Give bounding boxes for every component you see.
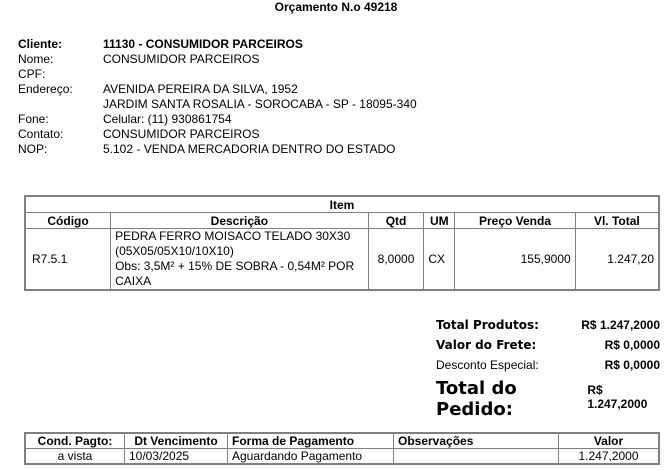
nop-label: NOP: — [18, 142, 48, 156]
total-pedido-label: Total do Pedido: — [436, 378, 517, 420]
table-row — [25, 449, 659, 465]
address-line1: AVENIDA PEREIRA DA SILVA, 1952 — [103, 82, 298, 96]
cell-dt-vencimento: 10/03/2025 — [125, 449, 228, 465]
totals-block — [436, 318, 660, 420]
cell-forma-pagamento: Aguardando Pagamento — [228, 449, 394, 465]
items-table — [24, 195, 660, 291]
total-produtos-row — [436, 318, 660, 338]
desconto-value: R$ 0,0000 — [604, 358, 660, 372]
header-total: Vl. Total — [575, 213, 659, 229]
cell-cond-pagto: a vista — [25, 449, 125, 465]
cell-qtd: 8,0000 — [368, 229, 424, 291]
frete-value: R$ 0,0000 — [604, 338, 660, 352]
description-text: PEDRA FERRO MOISACO TELADO 30X30 (05X05/05X10/10X10) — [115, 229, 351, 258]
address-line2: JARDIM SANTA ROSALIA - SOROCABA - SP - 18095-340 — [103, 97, 417, 111]
document-title: Orçamento N.o 49218 — [274, 0, 398, 14]
header-cond-pagto: Cond. Pagto: — [25, 433, 125, 449]
payments-column-headers — [25, 433, 659, 449]
cell-total: 1.247,20 — [575, 229, 659, 291]
header-dt-vencimento: Dt Vencimento — [125, 433, 228, 449]
total-produtos-label: Total Produtos: — [436, 318, 539, 332]
header-forma-pagamento: Forma de Pagamento — [228, 433, 394, 449]
address-label-empty — [18, 97, 103, 112]
phone-row — [18, 112, 417, 127]
cpf-row — [18, 67, 417, 82]
cell-um: CX — [424, 229, 455, 291]
header-valor: Valor — [559, 433, 660, 449]
address-row-2 — [18, 97, 417, 112]
items-section-title: Item — [25, 196, 659, 213]
address-row — [18, 82, 417, 97]
header-observacoes: Observações — [394, 433, 559, 449]
desconto-label: Desconto Especial: — [436, 358, 539, 372]
contact-label: Contato: — [18, 127, 64, 141]
items-section-header — [25, 196, 659, 213]
address-label: Endereço: — [18, 82, 73, 96]
phone-label: Fone: — [18, 112, 49, 126]
header-descricao: Descrição — [111, 213, 369, 229]
client-value: 11130 - CONSUMIDOR PARCEIROS — [103, 37, 303, 51]
total-pedido-row — [436, 378, 660, 420]
description-obs: Obs: 3,5M² + 15% DE SOBRA - 0,54M² POR CAIXA — [115, 259, 355, 288]
total-pedido-value: R$ 1.247,2000 — [587, 383, 648, 411]
header-qtd: Qtd — [368, 213, 424, 229]
table-row — [25, 229, 659, 291]
name-row — [18, 52, 417, 67]
cell-descricao — [111, 229, 369, 291]
frete-row — [436, 338, 660, 358]
items-column-headers — [25, 213, 659, 229]
name-label: Nome: — [18, 52, 54, 66]
cell-preco: 155,9000 — [455, 229, 575, 291]
phone-value: Celular: (11) 930861754 — [103, 112, 232, 126]
nop-value: 5.102 - VENDA MERCADORIA DENTRO DO ESTADO — [103, 142, 396, 156]
header-um: UM — [424, 213, 455, 229]
name-value: CONSUMIDOR PARCEIROS — [103, 52, 260, 66]
cpf-label: CPF: — [18, 67, 46, 81]
header-preco: Preço Venda — [455, 213, 575, 229]
contact-row — [18, 127, 417, 142]
client-row — [18, 37, 417, 52]
nop-row — [18, 142, 417, 157]
desconto-row — [436, 358, 660, 378]
total-produtos-value: R$ 1.247,2000 — [581, 318, 660, 332]
header-codigo: Código — [25, 213, 111, 229]
client-label: Cliente: — [18, 37, 63, 51]
cell-codigo: R7.5.1 — [25, 229, 111, 291]
client-info — [18, 37, 417, 157]
frete-label: Valor do Frete: — [436, 338, 537, 352]
payments-table — [24, 432, 660, 465]
cell-valor: 1.247,2000 — [559, 449, 660, 465]
cell-observacoes — [394, 449, 559, 465]
contact-value: CONSUMIDOR PARCEIROS — [103, 127, 260, 141]
